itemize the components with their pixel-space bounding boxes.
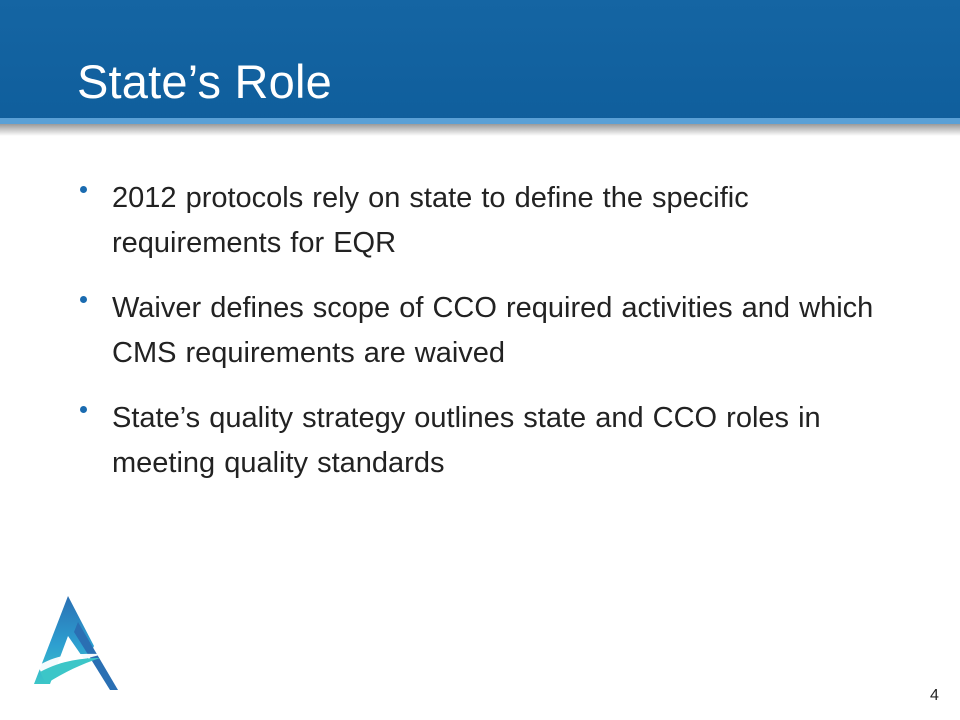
bullet-dot-icon: [80, 186, 87, 193]
header-shadow-stripe: [0, 124, 960, 136]
bullet-item: [0, 396, 960, 486]
title-bar: [0, 0, 960, 128]
bullet-dot-icon: [80, 406, 87, 413]
bullet-dot-icon: [80, 296, 87, 303]
bullet-list: [0, 176, 960, 506]
bullet-text: 2012 protocols rely on state to define the specific requirements for EQR: [112, 182, 749, 259]
bullet-text: Waiver defines scope of CCO required activities and which CMS requirements are waived: [112, 292, 874, 369]
stylized-a-logo-icon: [30, 592, 122, 692]
bullet-item: [0, 286, 960, 376]
bullet-text: State’s quality strategy outlines state and CCO roles in meeting quality standards: [112, 402, 821, 479]
page-number: 4: [930, 687, 939, 704]
bullet-item: [0, 176, 960, 266]
slide-title: State’s Role: [77, 55, 332, 108]
